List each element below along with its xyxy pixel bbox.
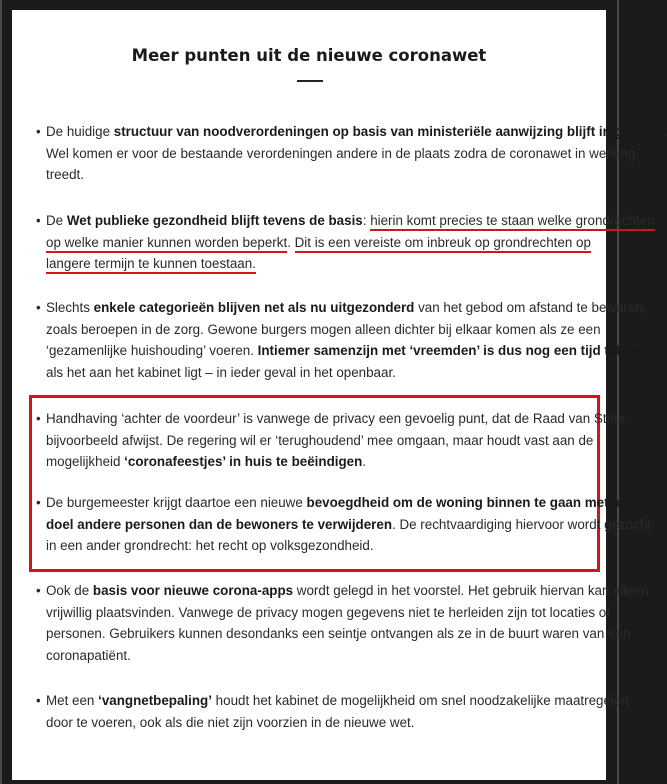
text-line (46, 451, 598, 473)
text-run: bijvoorbeeld afwijst. De regering wil er ‘terughoudend’ mee omgaan, maar houdt vast aan de (46, 432, 594, 448)
bullet: • (36, 300, 41, 315)
bullet: • (36, 693, 41, 708)
bold-text: Intiemer samenzijn met ‘vreemden’ is dus nog een tijd taboe (257, 343, 641, 359)
text-run: als het aan het kabinet ligt – in ieder geval in het openbaar. (46, 365, 396, 381)
text-line (46, 232, 598, 254)
bullet: • (36, 124, 41, 139)
bold-text: ‘coronafeestjes’ in huis te beëindigen (124, 454, 363, 470)
text-run: . (362, 454, 367, 470)
list-item (36, 690, 629, 733)
bold-text: basis voor nieuwe corona-apps (92, 583, 294, 598)
bullet: • (36, 213, 41, 228)
list-item (36, 492, 652, 557)
underlined-text: langere termijn te kunnen toestaan. (46, 256, 256, 274)
text-run: . (287, 234, 295, 250)
text-line (46, 690, 629, 712)
text-run: ‘gezamenlijke huishouding’ voeren. (46, 343, 258, 359)
text-run: vrijwillig plaatsvinden. Vanwege de privacy mogen gegevens niet te herleiden zijn tot locaties of (46, 604, 610, 620)
text-run: personen. Gebruikers kunnen desondanks een seintje ontvangen als ze in de buurt waren van een (46, 626, 631, 642)
text-run: wordt gelegd in het voorstel. Het gebruik hiervan kan alleen (293, 583, 649, 598)
text-line (46, 362, 598, 384)
title-divider (297, 80, 323, 82)
list-item (36, 297, 647, 384)
article-title: Meer punten uit de nieuwe coronawet (131, 46, 487, 65)
text-run: De burgemeester krijgt daartoe een nieuwe (46, 495, 307, 510)
underlined-text: op welke manier kunnen worden beperkt (46, 235, 287, 253)
text-run: in een ander grondrecht: het recht op volksgezondheid. (46, 538, 374, 554)
text-run: coronapatiënt. (46, 648, 131, 664)
text-line (46, 253, 598, 275)
underlined-text: Dit is een vereiste om inbreuk op grondrechten op (295, 235, 591, 253)
text-run: treedt. (46, 167, 84, 183)
text-line (46, 645, 598, 667)
article-page (12, 10, 667, 780)
bold-text: enkele categorieën blijven net als nu uitgezonderd (93, 300, 415, 315)
text-run: mogelijkheid (46, 454, 125, 470)
text-line (46, 492, 631, 514)
text-run: door te voeren, ook als die niet zijn voorzien in de nieuwe wet. (46, 714, 415, 730)
text-line (46, 164, 598, 186)
text-line (46, 623, 631, 645)
text-run: van het gebod om afstand te bewaren, (414, 300, 647, 315)
text-line (46, 408, 626, 430)
text-line (46, 514, 652, 536)
text-line (46, 340, 641, 362)
text-run: houdt het kabinet de mogelijkheid om snel noodzakelijke maatregelen (211, 693, 629, 708)
text-line (46, 580, 649, 602)
list-item (36, 408, 626, 473)
text-line (46, 430, 598, 452)
list-item (36, 121, 667, 186)
text-run: Met een (46, 693, 99, 708)
bold-text: Wet publieke gezondheid blijft tevens de basis (66, 213, 363, 228)
bullet: • (36, 583, 41, 598)
list-item (36, 580, 649, 667)
text-line (46, 319, 601, 341)
bold-text: structuur van noodverordeningen op basis van ministeriële aanwijzing blijft in gebruik (113, 124, 663, 139)
text-line (46, 535, 598, 557)
text-run: De (46, 213, 67, 228)
text-run: Ook de (46, 583, 93, 598)
bullet: • (36, 411, 41, 426)
underlined-text: hierin komt precies te staan welke grondrechten (370, 213, 654, 231)
text-run: zoals beroepen in de zorg. Gewone burgers mogen alleen dichter bij elkaar komen als ze een (46, 321, 601, 337)
text-line (46, 712, 598, 734)
text-line (46, 602, 610, 624)
bullet: • (36, 495, 41, 510)
text-line (46, 210, 655, 232)
text-run: . (662, 124, 667, 139)
text-run: De huidige (46, 124, 114, 139)
bold-text: doel andere personen dan de bewoners te verwijderen (46, 516, 393, 532)
text-run: Wel komen er voor de bestaande verordeningen andere in de plaats zodra de coronawet in werking (46, 145, 636, 161)
list-item (36, 210, 655, 275)
text-run: Handhaving ‘achter de voordeur’ is vanwege de privacy een gevoelig punt, dat de Raad van State (46, 411, 626, 426)
bold-text: ‘vangnetbepaling’ (98, 693, 212, 708)
bold-text: bevoegdheid om de woning binnen te gaan met als (306, 495, 631, 510)
text-line (46, 297, 647, 319)
text-line (46, 143, 636, 165)
text-run: : (362, 213, 371, 228)
text-line (46, 121, 667, 143)
text-run: . De rechtvaardiging hiervoor wordt gezocht (392, 516, 652, 532)
text-run: Slechts (46, 300, 94, 315)
